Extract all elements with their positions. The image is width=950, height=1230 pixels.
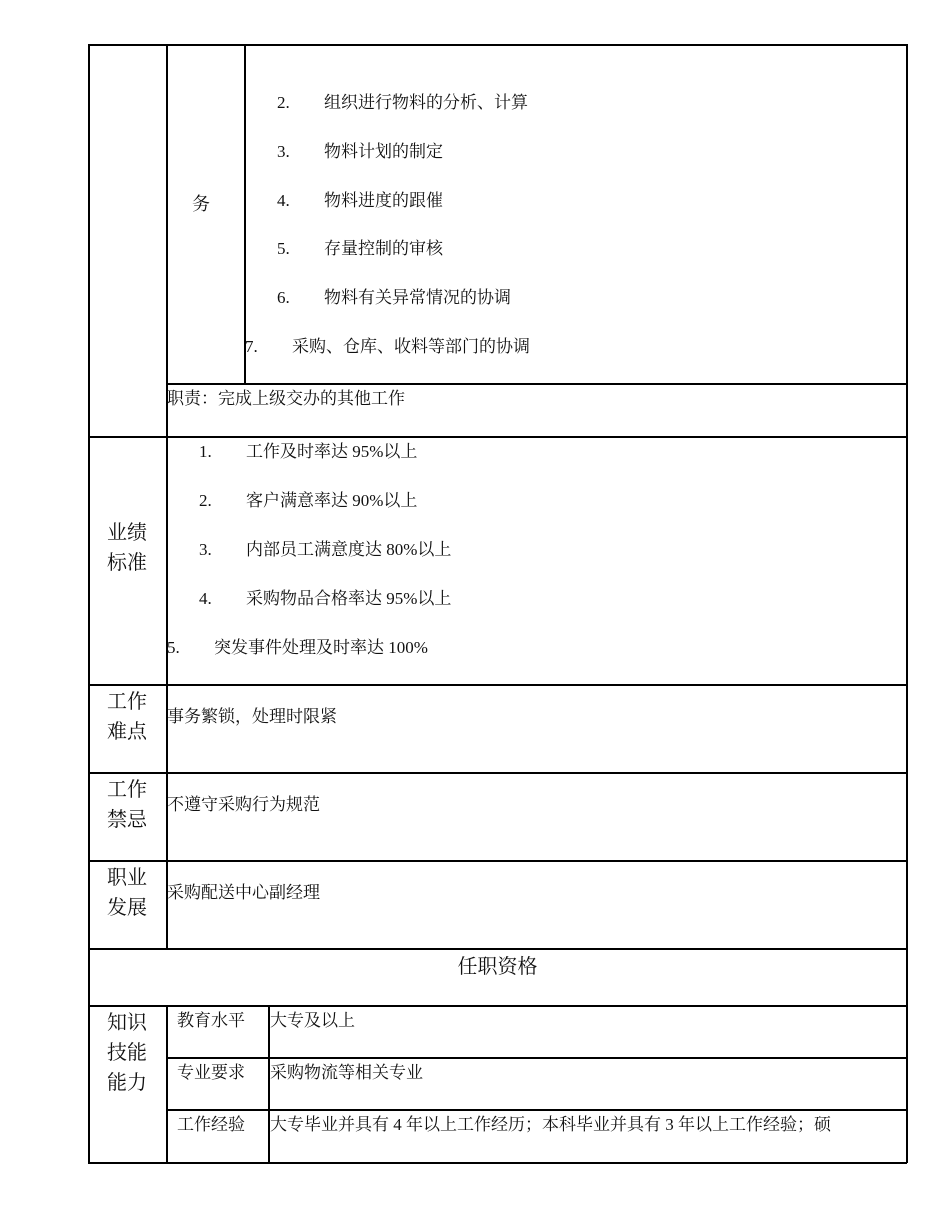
performance-item-text: 突发事件处理及时率达 100%	[214, 638, 428, 657]
taboo-label-line2: 禁忌	[107, 809, 147, 831]
qualification-value-experience: 大专毕业并具有 4 年以上工作经历；本科毕业并具有 3 年以上工作经验；硕	[270, 1115, 831, 1134]
duties-cell-label: 务	[192, 194, 210, 214]
performance-label-line1: 业绩	[107, 522, 147, 544]
duty-item-text: 采购、仓库、收料等部门的协调	[292, 337, 530, 356]
performance-label-line2: 标准	[107, 552, 147, 574]
table-border-left	[88, 44, 90, 1163]
performance-item	[167, 638, 428, 658]
difficulty-label	[88, 687, 166, 747]
qualification-rows-top	[88, 1005, 907, 1007]
performance-label	[88, 518, 166, 578]
performance-item-number: 5.	[167, 638, 180, 657]
performance-row-top	[88, 436, 907, 438]
duty-item-text: 存量控制的审核	[324, 239, 443, 258]
performance-item	[199, 442, 417, 462]
performance-item-number: 3.	[199, 540, 212, 559]
difficulty-text: 事务繁锁，处理时限紧	[167, 707, 337, 726]
qualification-heading: 任职资格	[457, 956, 538, 978]
career-label-line2: 发展	[107, 897, 147, 919]
qualification-label-line3: 能力	[107, 1072, 147, 1094]
performance-item-text: 客户满意率达 90%以上	[246, 491, 418, 510]
duties-row-divider	[166, 383, 907, 385]
performance-item-text: 采购物品合格率达 95%以上	[246, 589, 452, 608]
taboo-text: 不遵守采购行为规范	[167, 795, 320, 814]
performance-item-text: 工作及时率达 95%以上	[246, 442, 418, 461]
performance-item-number: 1.	[199, 442, 212, 461]
difficulty-row-top	[88, 684, 907, 686]
performance-item-number: 2.	[199, 491, 212, 510]
label-column-divider-lower	[166, 1005, 168, 1163]
qualification-label-line2: 技能	[107, 1042, 147, 1064]
qualification-row-divider-1	[166, 1057, 907, 1059]
taboo-row-top	[88, 772, 907, 774]
table-border-right	[906, 44, 908, 1163]
qualification-key-experience: 工作经验	[177, 1115, 245, 1134]
duty-item-number: 4.	[277, 191, 290, 210]
career-text: 采购配送中心副经理	[167, 883, 320, 902]
taboo-label-line1: 工作	[107, 779, 147, 801]
duty-item-text: 物料计划的制定	[324, 142, 443, 161]
duties-subcolumn-divider	[244, 44, 246, 384]
duty-item	[277, 142, 443, 162]
career-row-top	[88, 860, 907, 862]
duty-item-text: 物料有关异常情况的协调	[324, 288, 511, 307]
difficulty-label-line2: 难点	[107, 721, 147, 743]
duty-item-number: 3.	[277, 142, 290, 161]
duty-item	[277, 93, 528, 113]
qualification-label-line1: 知识	[107, 1012, 147, 1034]
duty-item	[245, 337, 530, 357]
duty-item	[277, 288, 511, 308]
duty-item-text: 组织进行物料的分析、计算	[324, 93, 528, 112]
qualification-key-major: 专业要求	[177, 1063, 245, 1082]
career-label-line1: 职业	[107, 867, 147, 889]
duty-item-number: 5.	[277, 239, 290, 258]
qualification-label	[88, 1008, 166, 1098]
performance-item	[199, 491, 417, 511]
qualification-key-education: 教育水平	[177, 1011, 245, 1030]
table-border-bottom	[88, 1162, 907, 1164]
qualification-value-major: 采购物流等相关专业	[270, 1063, 423, 1082]
duty-item	[277, 239, 443, 259]
duty-item-number: 6.	[277, 288, 290, 307]
responsibility-text: 职责：完成上级交办的其他工作	[167, 389, 405, 408]
career-label	[88, 863, 166, 923]
table-border-top	[88, 44, 907, 46]
performance-item	[199, 540, 451, 560]
difficulty-label-line1: 工作	[107, 691, 147, 713]
duty-item-text: 物料进度的跟催	[324, 191, 443, 210]
qualification-row-divider-2	[166, 1109, 907, 1111]
duty-item-number: 2.	[277, 93, 290, 112]
performance-item	[199, 589, 451, 609]
duty-item	[277, 191, 443, 211]
duty-item-number: 7.	[245, 337, 258, 356]
taboo-label	[88, 775, 166, 835]
qualification-heading-top	[88, 948, 907, 950]
qualification-value-education: 大专及以上	[270, 1011, 355, 1030]
performance-item-number: 4.	[199, 589, 212, 608]
performance-item-text: 内部员工满意度达 80%以上	[246, 540, 452, 559]
